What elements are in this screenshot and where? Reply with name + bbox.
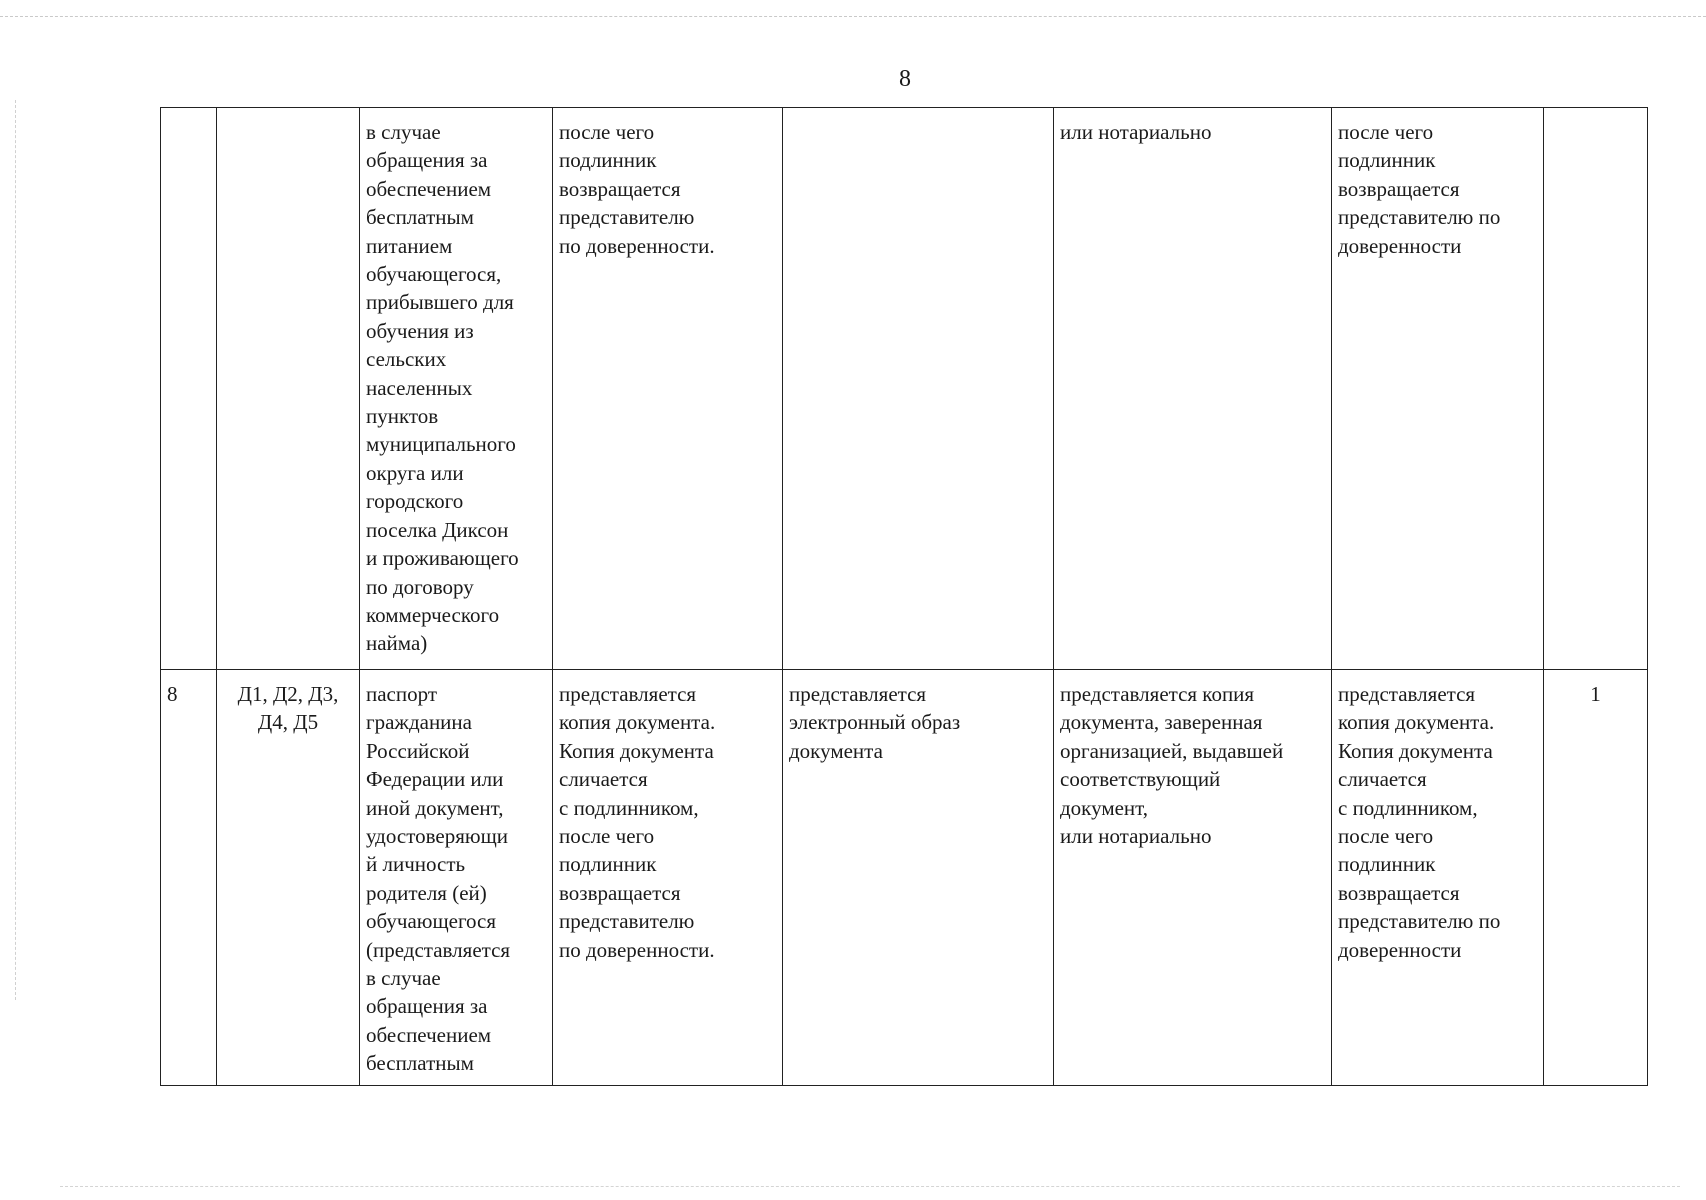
document-name-cell: в случае обращения за обеспечением бесплатным питанием обучающегося, прибывшего для обучения из сельских населенных пунктов муниципального округа или городского поселка Диксон и проживающего по договору коммерческого найма) <box>360 108 553 670</box>
mail-submission-cell: или нотариально <box>1054 108 1332 670</box>
mfc-submission-cell: представляется копия документа. Копия документа сличается с подлинником, после чего подлинник возвращается представителю по доверенности <box>1332 670 1544 1086</box>
page-number: 8 <box>899 66 911 92</box>
documents-table <box>160 107 1648 1086</box>
electronic-submission-cell <box>783 108 1054 670</box>
table-row <box>161 670 1648 1086</box>
row-number-cell <box>161 108 217 670</box>
copies-count-cell <box>1544 108 1648 670</box>
scan-edge-left <box>15 100 16 1000</box>
scan-edge-top <box>0 16 1706 17</box>
in-person-submission-cell: представляется копия документа. Копия документа сличается с подлинником, после чего подлинник возвращается представителю по доверенности. <box>553 670 783 1086</box>
in-person-submission-cell: после чего подлинник возвращается представителю по доверенности. <box>553 108 783 670</box>
document-codes-cell: Д1, Д2, Д3, Д4, Д5 <box>217 670 360 1086</box>
document-name-cell: паспорт гражданина Российской Федерации или иной документ, удостоверяющи й личность родителя (ей) обучающегося (представляется в случае обращения за обеспечением бесплатным <box>360 670 553 1086</box>
scan-edge-bottom <box>60 1186 1680 1187</box>
electronic-submission-cell: представляется электронный образ документа <box>783 670 1054 1086</box>
mfc-submission-cell: после чего подлинник возвращается представителю по доверенности <box>1332 108 1544 670</box>
document-codes-cell <box>217 108 360 670</box>
row-number-cell: 8 <box>161 670 217 1086</box>
table-row <box>161 108 1648 670</box>
mail-submission-cell: представляется копия документа, заверенная организацией, выдавшей соответствующий документ, или нотариально <box>1054 670 1332 1086</box>
copies-count-cell: 1 <box>1544 670 1648 1086</box>
